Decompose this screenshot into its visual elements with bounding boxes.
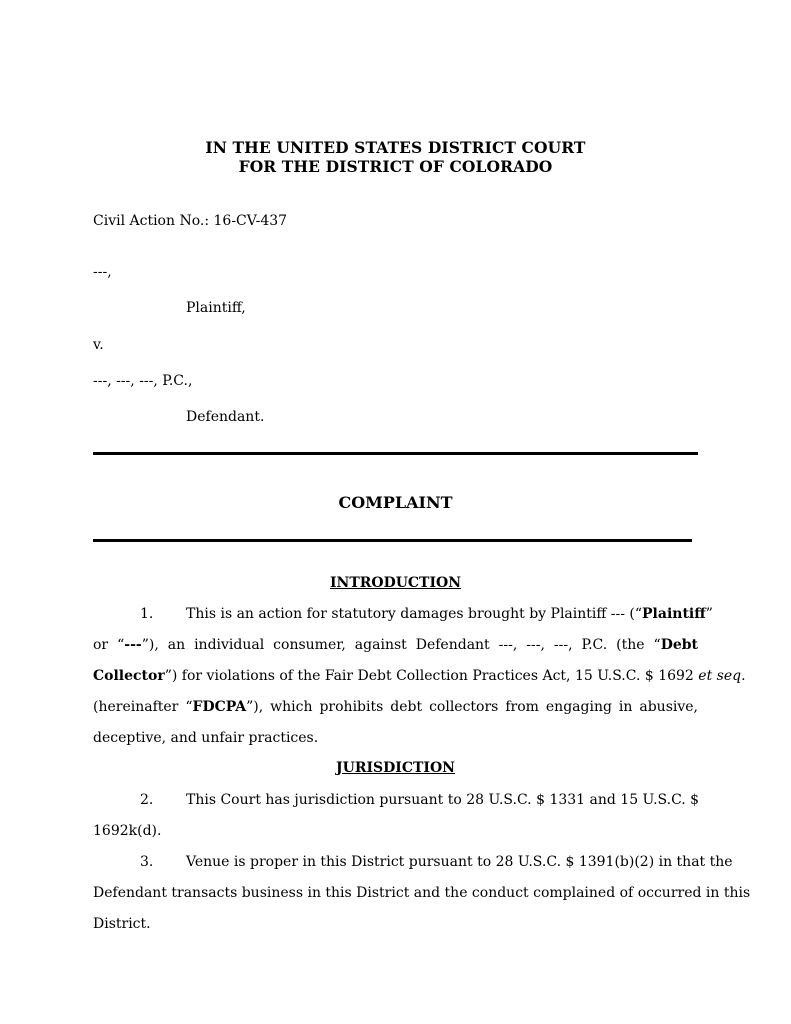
paragraph-number: 2. — [140, 792, 154, 808]
paragraph-1-line-5: deceptive, and unfair practices. — [93, 730, 319, 746]
document-title: COMPLAINT — [338, 493, 453, 512]
plaintiff-name: ---, — [93, 264, 112, 280]
plaintiff-role: Plaintiff, — [186, 300, 246, 316]
paragraph-1-line-4: (hereinafter “FDCPA”), which prohibits debt collectors from engaging in abusive, — [93, 699, 699, 715]
paragraph-3-line-2: Defendant transacts business in this District and the conduct complained of occurred in this — [93, 885, 751, 901]
court-district: FOR THE DISTRICT OF COLORADO — [238, 157, 553, 176]
paragraph-3-line-3: District. — [93, 916, 151, 932]
paragraph-2-line-2: 1692k(d). — [93, 823, 162, 839]
paragraph-1-line-2: or “---”), an individual consumer, against Defendant ---, ---, ---, P.C. (the “Debt — [93, 637, 699, 653]
section-heading-introduction: INTRODUCTION — [329, 575, 462, 591]
paragraph-1-line-3: Collector”) for violations of the Fair Debt Collection Practices Act, 15 U.S.C. $ 1692 et seq. — [93, 668, 746, 684]
defendant-role: Defendant. — [186, 409, 265, 425]
paragraph-2-line-1: 2. This Court has jurisdiction pursuant to 28 U.S.C. $ 1331 and 15 U.S.C. $ — [93, 789, 698, 811]
civil-action-number: Civil Action No.: 16-CV-437 — [93, 213, 288, 229]
caption-divider-bottom — [93, 539, 692, 542]
paragraph-3-line-1: 3. Venue is proper in this District pursuant to 28 U.S.C. $ 1391(b)(2) in that the — [93, 851, 698, 873]
versus: v. — [93, 337, 104, 353]
court-name: IN THE UNITED STATES DISTRICT COURT — [205, 138, 586, 157]
caption-divider-top — [93, 452, 698, 455]
defendant-name: ---, ---, ---, P.C., — [93, 373, 193, 389]
paragraph-1-line-1: 1. This is an action for statutory damages brought by Plaintiff --- (“Plaintiff” — [93, 603, 698, 625]
paragraph-number: 3. — [140, 854, 154, 870]
section-heading-jurisdiction: JURISDICTION — [336, 760, 455, 776]
paragraph-number: 1. — [140, 606, 154, 622]
